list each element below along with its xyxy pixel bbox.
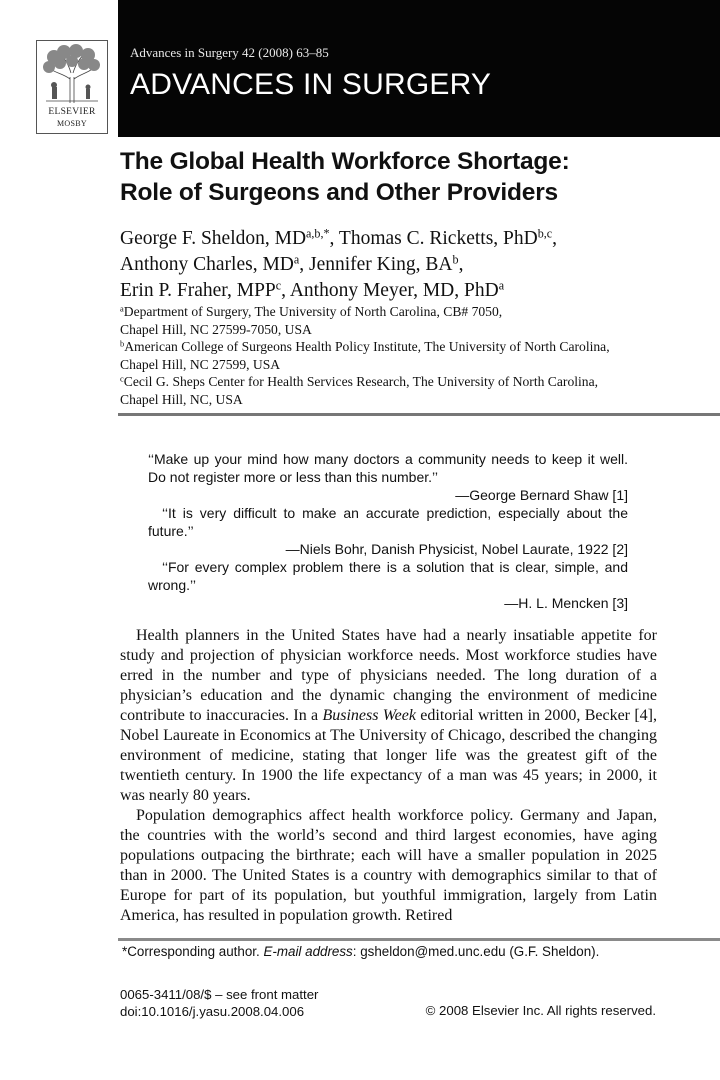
author-list: George F. Sheldon, $MD^{a,b,*}$, Thomas C. Ricketts, PhD$^{b,c}$, Anthony Charles, $MD^a$, Jennifer King, $BA^b$, Erin P. Fraher, MPP$^c$, Anthony Meyer, MD, PhD$^a$ xyxy=(120,226,558,301)
body-paragraph: Health planners in the United States have had a nearly insatiable appetite for study and projection of physician workforce needs. Most workforce studies have erred in the number and type of physicians needed. The long duration of a physician’s education and the dynamic changing the environment of medicine contribute to inaccuracies. In a Business Week editorial written in 2000, Becker [4], Nobel Laureate in Economics at The University of Chicago, described the changing environment of medicine, stating that longer life was the greatest gift of the twentieth century. In 1900 the life expectancy of a man was 45 years; in 2000, it was nearly 80 years. xyxy=(120,627,657,804)
journal-citation: Advances in Surgery 42 (2008) 63–85 xyxy=(130,45,329,60)
corresponding-author-footnote: *Corresponding author. E-mail address: gsheldon@med.unc.edu (G.F. Sheldon). xyxy=(122,944,600,959)
author-affiliation-mark: a xyxy=(293,252,300,267)
publisher-imprint: MOSBY xyxy=(57,119,87,128)
footnote-divider xyxy=(118,938,720,941)
tree-of-knowledge-icon xyxy=(40,43,104,105)
author-name: Anthony Meyer, MD, PhD xyxy=(289,280,499,301)
author-affiliation-mark: a,b,* xyxy=(306,226,330,241)
copyright-notice: © 2008 Elsevier Inc. All rights reserved. xyxy=(425,1003,656,1018)
affiliation-cont: Chapel Hill, NC 27599, USA xyxy=(120,356,281,372)
publication-name: Business Week xyxy=(322,707,416,724)
article-title-line-2: Role of Surgeons and Other Providers xyxy=(120,179,558,206)
doi-line[interactable]: doi:10.1016/j.yasu.2008.04.006 xyxy=(120,1004,305,1019)
epigraph-quote: ‘‘Make up your mind how many doctors a community needs to keep it well. Do not register more or less than this number.’’ xyxy=(148,451,628,485)
publisher-name: ELSEVIER xyxy=(48,107,96,117)
body-paragraph: Population demographics affect health workforce policy. Germany and Japan, the countries with the world’s second and third largest economies, have aging populations outpacing the birthrate; each will have a smaller population in 2025 than in 2000. The United States is a country with demographics similar to that of Europe for part of its population, but youthful immigration, largely from Latin America, has resulted in population growth. Retired xyxy=(120,807,657,924)
issn-doi-block xyxy=(120,986,318,1020)
affiliation-list xyxy=(120,303,610,409)
journal-title: ADVANCES IN SURGERY xyxy=(130,68,492,101)
epigraph-quote: ‘‘For every complex problem there is a solution that is clear, simple, and wrong.’’ xyxy=(148,559,628,593)
elsevier-logo xyxy=(36,40,108,134)
affiliation-cont: Chapel Hill, NC 27599-7050, USA xyxy=(120,321,312,337)
issn-line: 0065-3411/08/$ – see front matter xyxy=(120,987,319,1002)
author-name: George F. Sheldon, MD xyxy=(120,228,307,249)
section-divider xyxy=(118,413,720,416)
author-affiliation-mark: b,c xyxy=(537,226,553,241)
affiliation: $^a$Department of Surgery, The University of North Carolina, CB# 7050, xyxy=(120,303,503,319)
article-title xyxy=(120,146,570,208)
epigraph-block xyxy=(148,450,628,612)
epigraph-quote: ‘‘It is very difficult to make an accurate prediction, especially about the future.’’ xyxy=(148,505,628,539)
author-affiliation-mark: c xyxy=(275,278,282,293)
author-affiliation-mark: a xyxy=(498,278,505,293)
author-affiliation-mark: b xyxy=(452,252,459,267)
affiliation: $^b$American College of Surgeons Health Policy Institute, The University of North Carolina, xyxy=(120,338,610,355)
affiliation: $^c$Cecil G. Sheps Center for Health Services Research, The University of North Carolina, xyxy=(120,373,599,390)
article-title-line-1: The Global Health Workforce Shortage: xyxy=(120,148,570,175)
author-name: Jennifer King, BA xyxy=(309,254,453,275)
author-name: Erin P. Fraher, MPP xyxy=(120,280,276,301)
author-name: Anthony Charles, MD xyxy=(120,254,294,275)
affiliation-cont: Chapel Hill, NC, USA xyxy=(120,391,243,407)
author-name: Thomas C. Ricketts, PhD xyxy=(338,228,538,249)
article-body xyxy=(120,626,657,926)
epigraph-attribution: —H. L. Mencken [3] xyxy=(504,595,628,611)
epigraph-attribution: —Niels Bohr, Danish Physicist, Nobel Laurate, 1922 [2] xyxy=(285,541,628,557)
email-link[interactable]: gsheldon@med.unc.edu xyxy=(360,944,506,959)
epigraph-attribution: —George Bernard Shaw [1] xyxy=(455,487,628,503)
